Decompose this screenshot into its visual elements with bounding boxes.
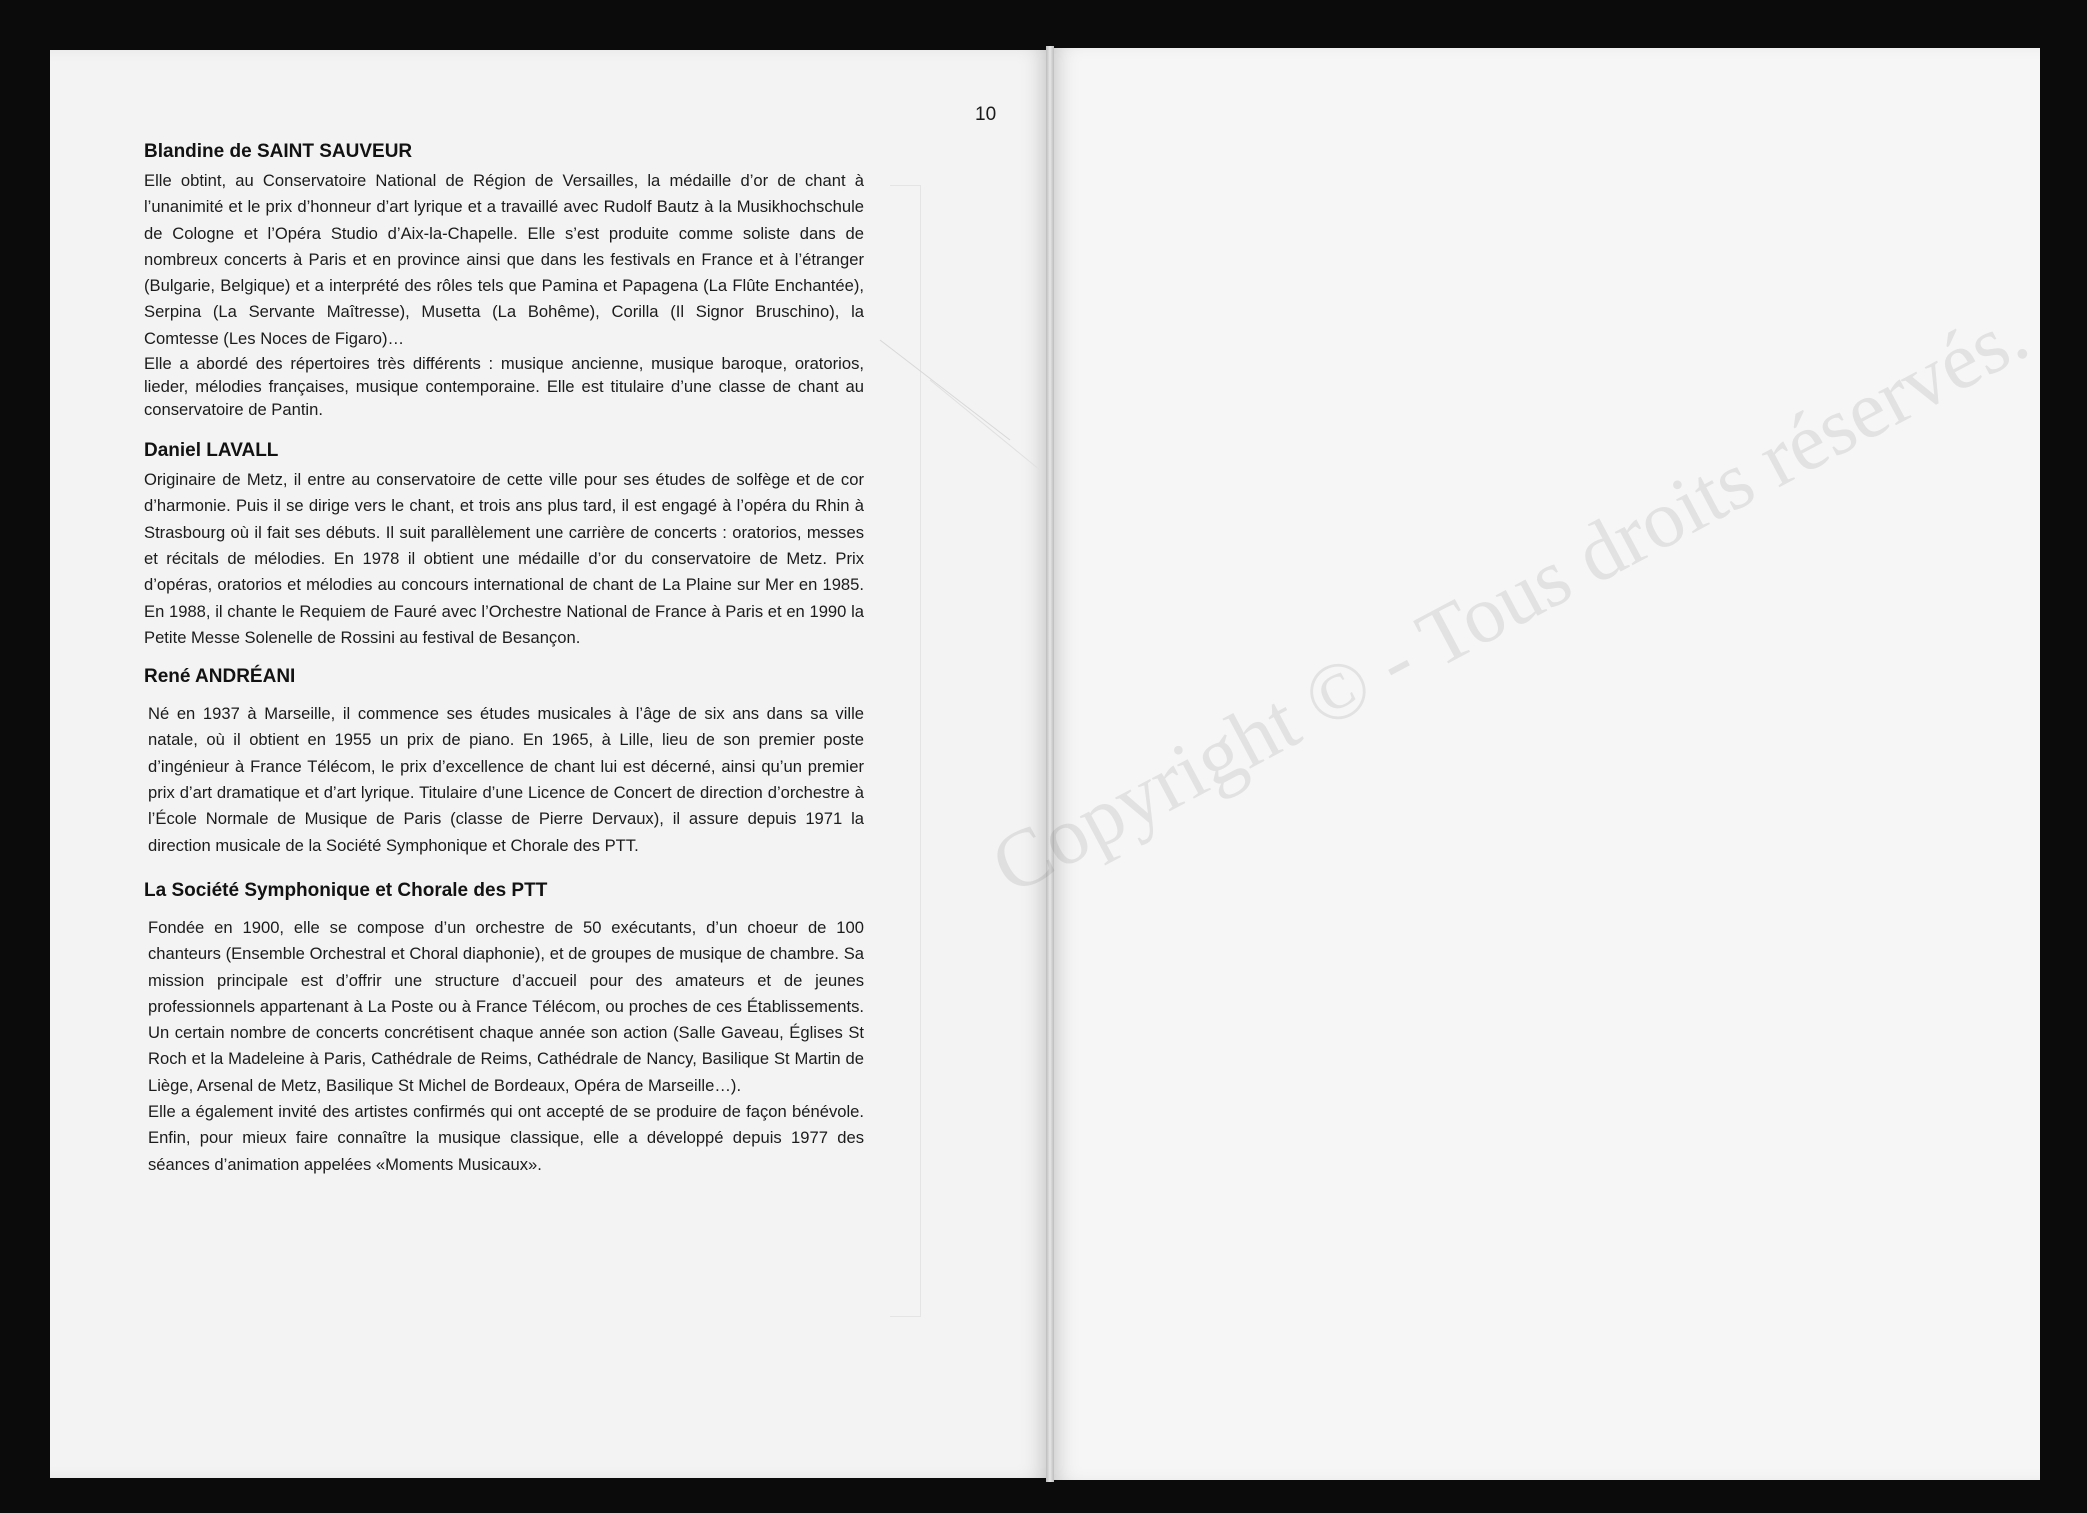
right-page xyxy=(1050,48,2040,1480)
section-heading: La Société Symphonique et Chorale des PTT xyxy=(144,879,548,901)
section-heading: René ANDRÉANI xyxy=(144,666,296,688)
section-heading: Daniel LAVALL xyxy=(144,440,279,462)
section-paragraph: Elle a également invité des artistes confirmés qui ont accepté de se produire de façon bénévole. Enfin, pour mieux faire connaître la musique classique, elle a développé depuis 1977 des séances d’animation appelées «Moments Musicaux». xyxy=(148,1102,864,1174)
page-number: 10 xyxy=(975,104,997,125)
section-paragraph: Originaire de Metz, il entre au conservatoire de cette ville pour ses études de solfège et de cor d’harmonie. Puis il se dirige vers le chant, et trois ans plus tard, il est engagé à l’opéra du Rhin à Strasbourg où il fait ses débuts. Il suit parallèlement une carrière de concerts : oratorios, messes et récitals de mélodies. En 1978 il obtient une médaille d’or du conservatoire de Metz. Prix d’opéras, oratorios et mélodies au concours international de chant de La Plaine sur Mer en 1985. En 1988, il chante le Requiem de Fauré avec l’Orchestre National de France à Paris et en 1990 la Petite Messe Solenelle de Rossini au festival de Besançon. xyxy=(144,470,864,647)
section-heading: Blandine de SAINT SAUVEUR xyxy=(144,141,413,162)
section-paragraph: Fondée en 1900, elle se compose d’un orchestre de 50 exécutants, d’un choeur de 100 chanteurs (Ensemble Orchestral et Choral diaphonie), et de groupes de musique de chambre. Sa mission principale est d’offrir une structure d’accueil pour des amateurs et de jeunes professionnels appartenant à La Poste ou à France Télécom, ou proches de ces Établissements. Un certain nombre de concerts concrétisent chaque année son action (Salle Gaveau, Églises St Roch et la Madeleine à Paris, Cathédrale de Reims, Cathédrale de Nancy, Basilique St Martin de Liège, Arsenal de Metz, Basilique St Michel de Bordeaux, Opéra de Marseille…). xyxy=(148,917,864,1095)
section-societe-symphonique xyxy=(144,879,864,1178)
section-blandine-de-saint-sauveur xyxy=(144,140,864,421)
book-gutter xyxy=(1046,46,1054,1482)
section-rene-andreani xyxy=(144,665,864,859)
show-through-frame xyxy=(890,185,921,1317)
document-body xyxy=(144,140,864,1178)
section-paragraph: Elle obtint, au Conservatoire National de Région de Versailles, la médaille d’or de chant à l’unanimité et le prix d’honneur d’art lyrique et a travaillé avec Rudolf Bautz à la Musikhochschule de Cologne et l’Opéra Studio d’Aix-la-Chapelle. Elle s’est produite comme soliste dans de nombreux concerts à Paris et en province ainsi que dans les festivals en France et à l’étranger (Bulgarie, Belgique) et a interprété des rôles tels que Pamina et Papagena (La Flûte Enchantée), Serpina (La Servante Maîtresse), Musetta (La Bohême), Corilla (Il Signor Bruschino), la Comtesse (Les Noces de Figaro)… xyxy=(144,171,864,348)
section-paragraph: Né en 1937 à Marseille, il commence ses études musicales à l’âge de six ans dans sa ville natale, où il obtient en 1955 un prix de piano. En 1965, à Lille, lieu de son premier poste d’ingénieur à France Télécom, le prix d’excellence de chant lui est décerné, ainsi qu’un premier prix d’art dramatique et d’art lyrique. Titulaire d’une Licence de Concert de direction d’orchestre à l’École Normale de Musique de Paris (classe de Pierre Dervaux), il assure depuis 1971 la direction musicale de la Société Symphonique et Chorale des PTT. xyxy=(148,704,864,855)
section-daniel-lavall xyxy=(144,439,864,651)
section-paragraph: Elle a abordé des répertoires très différents : musique ancienne, musique baroque, oratorios, lieder, mélodies françaises, musique contemporaine. Elle est titulaire d’une classe de chant au conservatoire de Pantin. xyxy=(144,354,864,420)
